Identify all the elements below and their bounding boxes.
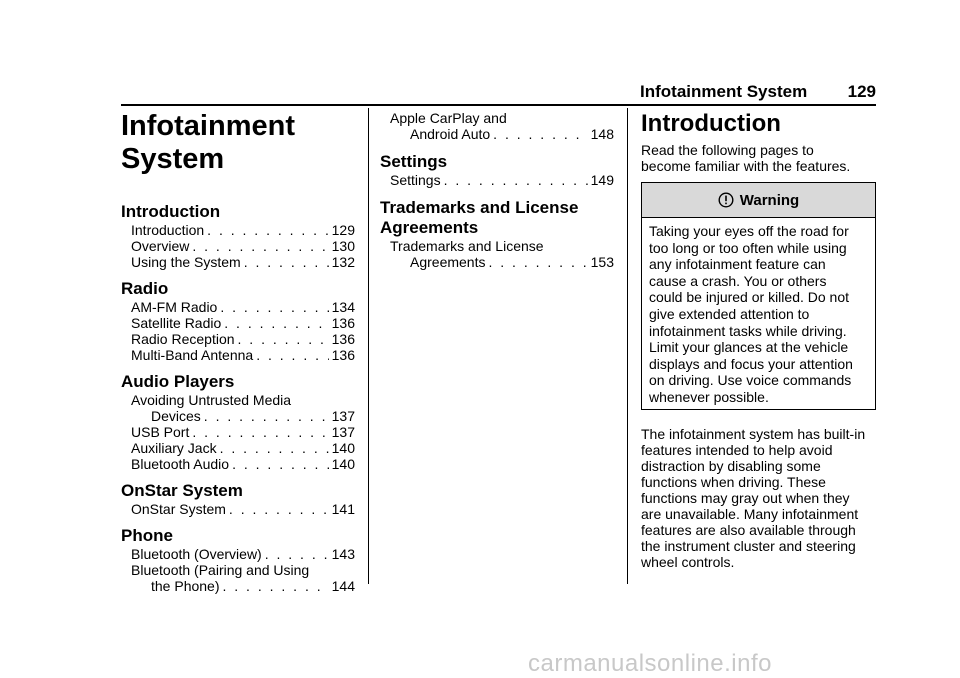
toc-entry[interactable]: Bluetooth (Overview) . . . 143 xyxy=(121,546,355,562)
toc-entry[interactable]: Multi-Band Antenna . . . 136 xyxy=(121,347,355,363)
toc-entry-line: Avoiding Untrusted Media xyxy=(131,392,292,408)
chapter-title xyxy=(121,110,355,176)
intro-lead: Read the following pages to become familiar with the features. xyxy=(641,142,851,174)
toc-entry[interactable]: USB Port . . . 137 xyxy=(121,424,355,440)
warning-label: Warning xyxy=(739,191,800,209)
toc-entry-line: Bluetooth (Pairing and Using xyxy=(131,562,310,578)
toc-heading-trademarks: Trademarks and License Agreements xyxy=(380,198,579,237)
intro-body xyxy=(641,426,877,570)
toc-entry[interactable]: Overview . . . 130 xyxy=(121,238,355,254)
toc-entry[interactable]: Avoiding Untrusted Media Devices . . . 137 xyxy=(121,392,355,424)
toc-column-1 xyxy=(121,110,355,594)
toc-entry[interactable]: Settings . . . 149 xyxy=(380,172,614,188)
toc-entry[interactable]: Radio Reception . . . 136 xyxy=(121,331,355,347)
toc-entry[interactable]: Introduction . . . 129 xyxy=(121,222,355,238)
running-header xyxy=(640,82,876,102)
header-section-title: Infotainment System xyxy=(640,82,808,101)
toc-heading-phone: Phone xyxy=(121,526,173,545)
warning-box xyxy=(641,182,876,410)
intro-column xyxy=(641,110,877,174)
toc-entry[interactable]: Bluetooth (Pairing and Using the Phone) . . . 144 xyxy=(121,562,355,594)
page-number: 129 xyxy=(847,82,876,101)
warning-header xyxy=(642,183,875,218)
warning-icon xyxy=(718,192,734,208)
toc-entry[interactable]: Satellite Radio . . . 136 xyxy=(121,315,355,331)
toc-heading-introduction: Introduction xyxy=(121,202,221,221)
column-divider-2 xyxy=(627,108,628,584)
warning-text: Taking your eyes off the road for too long or too often while using any infotainment feature can cause a crash. You or others could be injured or killed. Do not give extended attention to infotainment tasks while driving. Limit your glances at the vehicle displays and focus your attention on driving. Use voice commands whenever possible. xyxy=(649,223,853,405)
toc-heading-onstar: OnStar System xyxy=(121,481,243,500)
toc-entry[interactable]: Bluetooth Audio . . . 140 xyxy=(121,456,355,472)
intro-body-text: The infotainment system has built-in features intended to help avoid distraction by disabling some functions when driving. These functions may gray out when they are unavailable. Many infotainment features are also available through the instrument cluster and steering wheel controls. xyxy=(641,426,866,570)
chapter-title-line1: Infotainment xyxy=(121,110,295,142)
toc-entry[interactable]: Using the System . . . 132 xyxy=(121,254,355,270)
toc-entry[interactable]: Trademarks and License Agreements . . . 153 xyxy=(380,238,614,270)
column-divider-1 xyxy=(368,108,369,584)
toc-entry[interactable]: AM-FM Radio . . . 134 xyxy=(121,299,355,315)
chapter-title-line2: System xyxy=(121,143,225,175)
toc-entry[interactable]: Apple CarPlay and Android Auto . . . 148 xyxy=(380,110,614,142)
toc-entry-line: Trademarks and License xyxy=(390,238,544,254)
section-title: Introduction xyxy=(641,110,781,137)
toc-entry-line: Apple CarPlay and xyxy=(390,110,507,126)
toc-heading-settings: Settings xyxy=(380,152,448,171)
toc-heading-radio: Radio xyxy=(121,279,169,298)
toc-heading-audio-players: Audio Players xyxy=(121,372,235,391)
header-rule xyxy=(121,104,876,106)
watermark: carmanualsonline.info xyxy=(528,650,772,677)
toc-entry[interactable]: Auxiliary Jack . . . 140 xyxy=(121,440,355,456)
toc-entry[interactable]: OnStar System . . . 141 xyxy=(121,501,355,517)
toc-column-2 xyxy=(380,110,614,270)
